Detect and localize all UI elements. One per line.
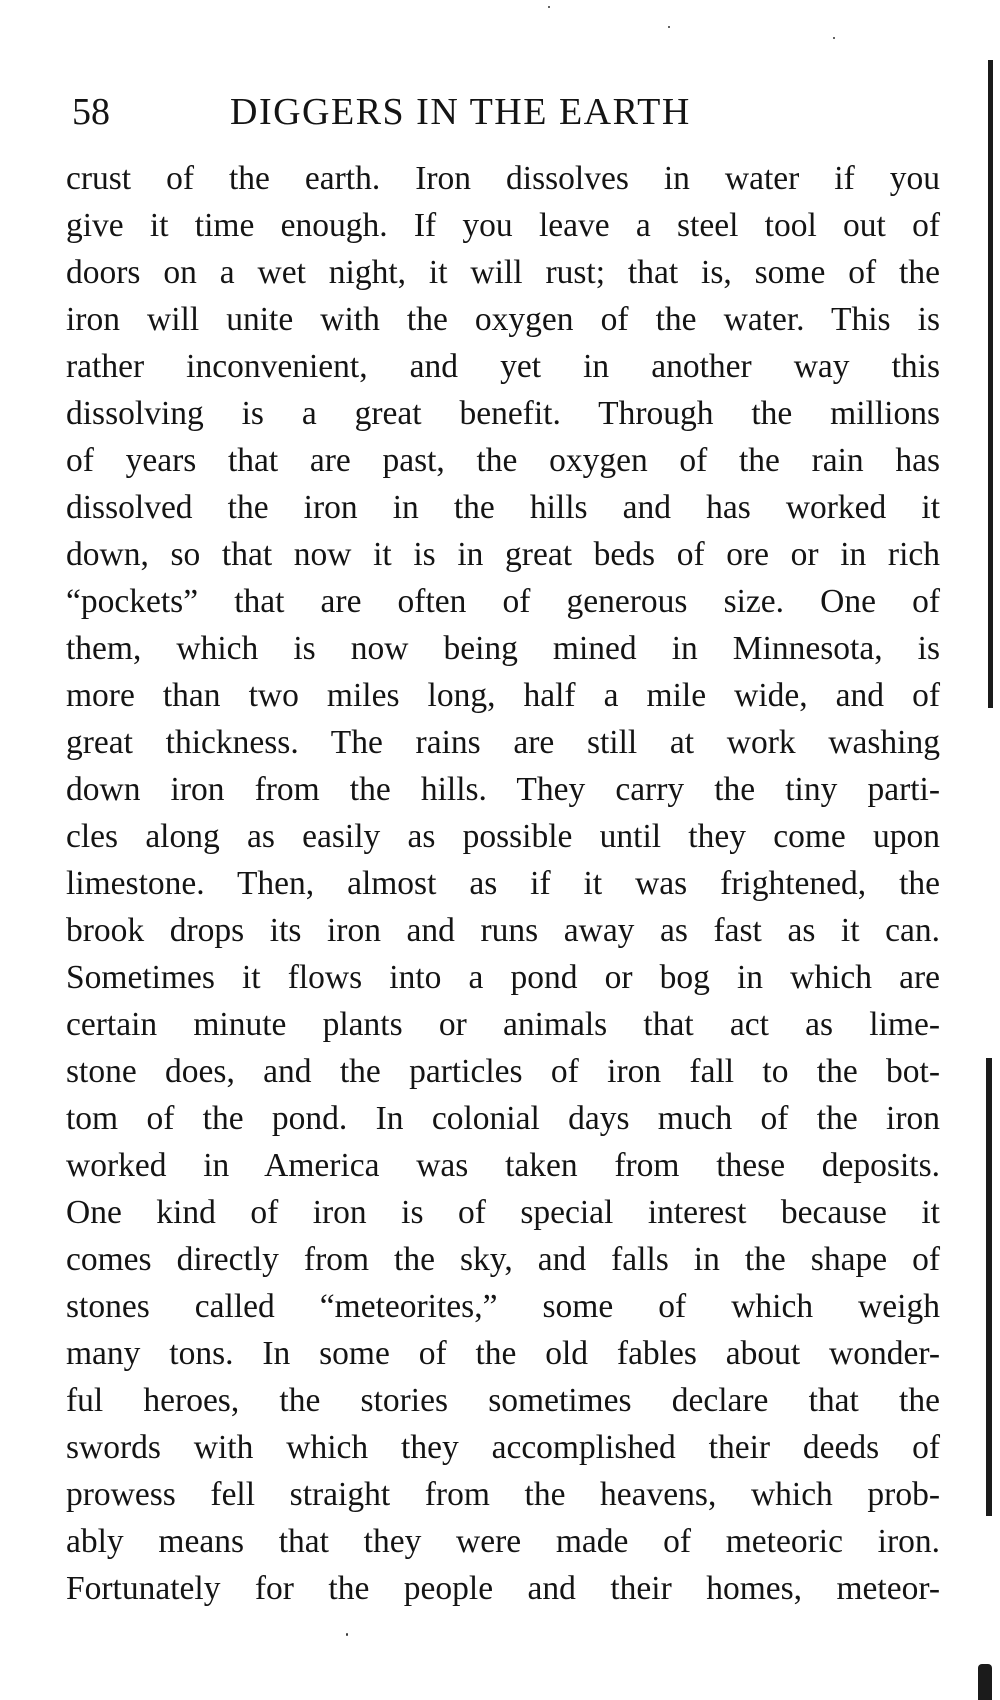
text-line: “pockets” that are often of generous size. One of: [66, 583, 940, 620]
dust-speck: [833, 37, 835, 39]
text-line: great thickness. The rains are still at work washing: [66, 724, 940, 761]
text-line: limestone. Then, almost as if it was frightened, the: [66, 865, 940, 902]
text-line: Sometimes it flows into a pond or bog in which are: [66, 959, 940, 996]
text-line: crust of the earth. Iron dissolves in water if you: [66, 160, 940, 197]
text-line: swords with which they accomplished their deeds of: [66, 1429, 940, 1466]
dust-speck: [548, 6, 550, 8]
text-line: of years that are past, the oxygen of the rain has: [66, 442, 940, 479]
page-header: [72, 82, 792, 142]
text-line: ably means that they were made of meteoric iron.: [66, 1523, 940, 1560]
text-line: brook drops its iron and runs away as fast as it can.: [66, 912, 940, 949]
scan-edge-mark-upper: [988, 60, 993, 708]
text-line: prowess fell straight from the heavens, which prob-: [66, 1476, 940, 1513]
text-line: Fortunately for the people and their homes, meteor-: [66, 1570, 940, 1607]
text-line: ful heroes, the stories sometimes declare that the: [66, 1382, 940, 1419]
body-text: [66, 155, 940, 1612]
text-line: One kind of iron is of special interest because it: [66, 1194, 940, 1231]
text-line: down, so that now it is in great beds of ore or in rich: [66, 536, 940, 573]
dust-speck: [346, 1633, 348, 1636]
text-line: comes directly from the sky, and falls in the shape of: [66, 1241, 940, 1278]
text-line: dissolving is a great benefit. Through the millions: [66, 395, 940, 432]
text-line: doors on a wet night, it will rust; that is, some of the: [66, 254, 940, 291]
text-line: down iron from the hills. They carry the tiny parti-: [66, 771, 940, 808]
text-line: tom of the pond. In colonial days much of the iron: [66, 1100, 940, 1137]
text-line: more than two miles long, half a mile wide, and of: [66, 677, 940, 714]
page-number: 58: [72, 91, 110, 133]
text-line: stones called “meteorites,” some of which weigh: [66, 1288, 940, 1325]
running-title: DIGGERS IN THE EARTH: [230, 91, 691, 133]
text-line: many tons. In some of the old fables about wonder-: [66, 1335, 940, 1372]
text-line: rather inconvenient, and yet in another way this: [66, 348, 940, 385]
text-line: them, which is now being mined in Minnesota, is: [66, 630, 940, 667]
text-line: worked in America was taken from these deposits.: [66, 1147, 940, 1184]
text-line: cles along as easily as possible until they come upon: [66, 818, 940, 855]
scan-edge-blot: [978, 1664, 992, 1700]
scan-edge-mark-lower: [986, 1058, 992, 1516]
text-line: iron will unite with the oxygen of the water. This is: [66, 301, 940, 338]
text-line: stone does, and the particles of iron fall to the bot-: [66, 1053, 940, 1090]
dust-speck: [668, 26, 670, 28]
text-line: certain minute plants or animals that act as lime-: [66, 1006, 940, 1043]
text-line: dissolved the iron in the hills and has worked it: [66, 489, 940, 526]
text-line: give it time enough. If you leave a steel tool out of: [66, 207, 940, 244]
